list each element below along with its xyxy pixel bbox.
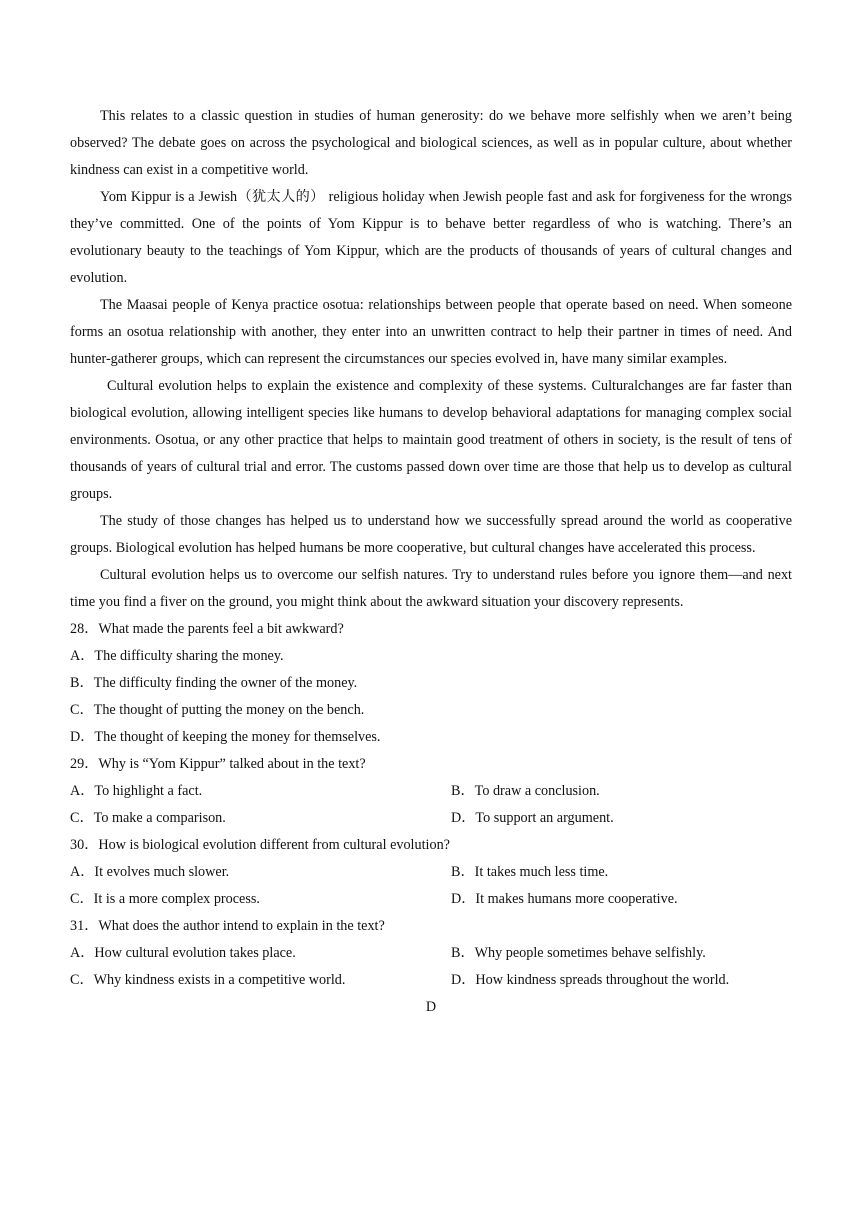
option-row [70,967,792,994]
option-d: D．How kindness spreads throughout the world. [451,972,730,988]
question-29 [70,751,792,832]
passage-paragraph-2: Yom Kippur is a Jewish（犹太人的） religious holiday when Jewish people fast and ask for forgiveness for the wrongs they’ve committed. One of the points of Yom Kippur is to behave better regardless of who is watching. There’s an evolutionary beauty to the teachings of Yom Kippur, which are the products of thousands of years of cultural changes and evolution. [70,189,792,286]
option-a: A．To highlight a fact. [70,783,203,799]
question-stem: 30．How is biological evolution different from cultural evolution? [70,837,450,853]
passage-paragraph-6: Cultural evolution helps us to overcome our selfish natures. Try to understand rules before you ignore them—and next time you find a fiver on the ground, you might think about the awkward situation your discovery represents. [70,567,792,610]
option-a: A．It evolves much slower. [70,864,230,880]
next-section-heading: D [425,999,437,1015]
option-d: D．The thought of keeping the money for themselves. [70,729,381,745]
option-a: A．The difficulty sharing the money. [70,648,284,664]
option-c: C．The thought of putting the money on the bench. [70,702,365,718]
option-row [70,859,792,886]
option-b: B．Why people sometimes behave selfishly. [451,945,706,961]
question-30 [70,832,792,913]
option-row [70,778,792,805]
option-c: C．Why kindness exists in a competitive world. [70,972,346,988]
document-page [70,103,792,1021]
option-d: D．To support an argument. [451,810,614,826]
option-row [70,886,792,913]
option-b: B．To draw a conclusion. [451,783,600,799]
passage-paragraph-3: The Maasai people of Kenya practice osotua: relationships between people that operate based on need. When someone forms an osotua relationship with another, they enter into an unwritten contract to help their partner in times of need. And hunter-gatherer groups, which can represent the circumstances our species evolved in, have many similar examples. [70,297,792,367]
option-a: A．How cultural evolution takes place. [70,945,296,961]
passage-paragraph-4: Cultural evolution helps to explain the existence and complexity of these systems. Culturalchanges are far faster than biological evolution, allowing intelligent species like humans to develop behavioral adaptations for managing complex social environments. Osotua, or any other practice that helps to maintain good treatment of others in society, is the result of tens of thousands of years of cultural trial and error. The customs passed down over time are those that help us to develop as cultural groups. [70,378,792,502]
question-stem: 31．What does the author intend to explain in the text? [70,918,385,934]
option-c: C．It is a more complex process. [70,891,260,907]
option-row [70,940,792,967]
option-row [70,805,792,832]
option-d: D．It makes humans more cooperative. [451,891,678,907]
option-c: C．To make a comparison. [70,810,226,826]
option-b: B．It takes much less time. [451,864,609,880]
question-stem: 29．Why is “Yom Kippur” talked about in the text? [70,756,366,772]
question-31 [70,913,792,994]
passage-paragraph-1: This relates to a classic question in studies of human generosity: do we behave more selfishly when we aren’t being observed? The debate goes on across the psychological and biological sciences, as well as in popular culture, about whether kindness can exist in a competitive world. [70,108,792,178]
question-28 [70,616,792,751]
option-b: B．The difficulty finding the owner of the money. [70,675,358,691]
passage-paragraph-5: The study of those changes has helped us to understand how we successfully spread around the world as cooperative groups. Biological evolution has helped humans be more cooperative, but cultural changes have accelerated this process. [70,513,792,556]
question-stem: 28．What made the parents feel a bit awkward? [70,621,344,637]
